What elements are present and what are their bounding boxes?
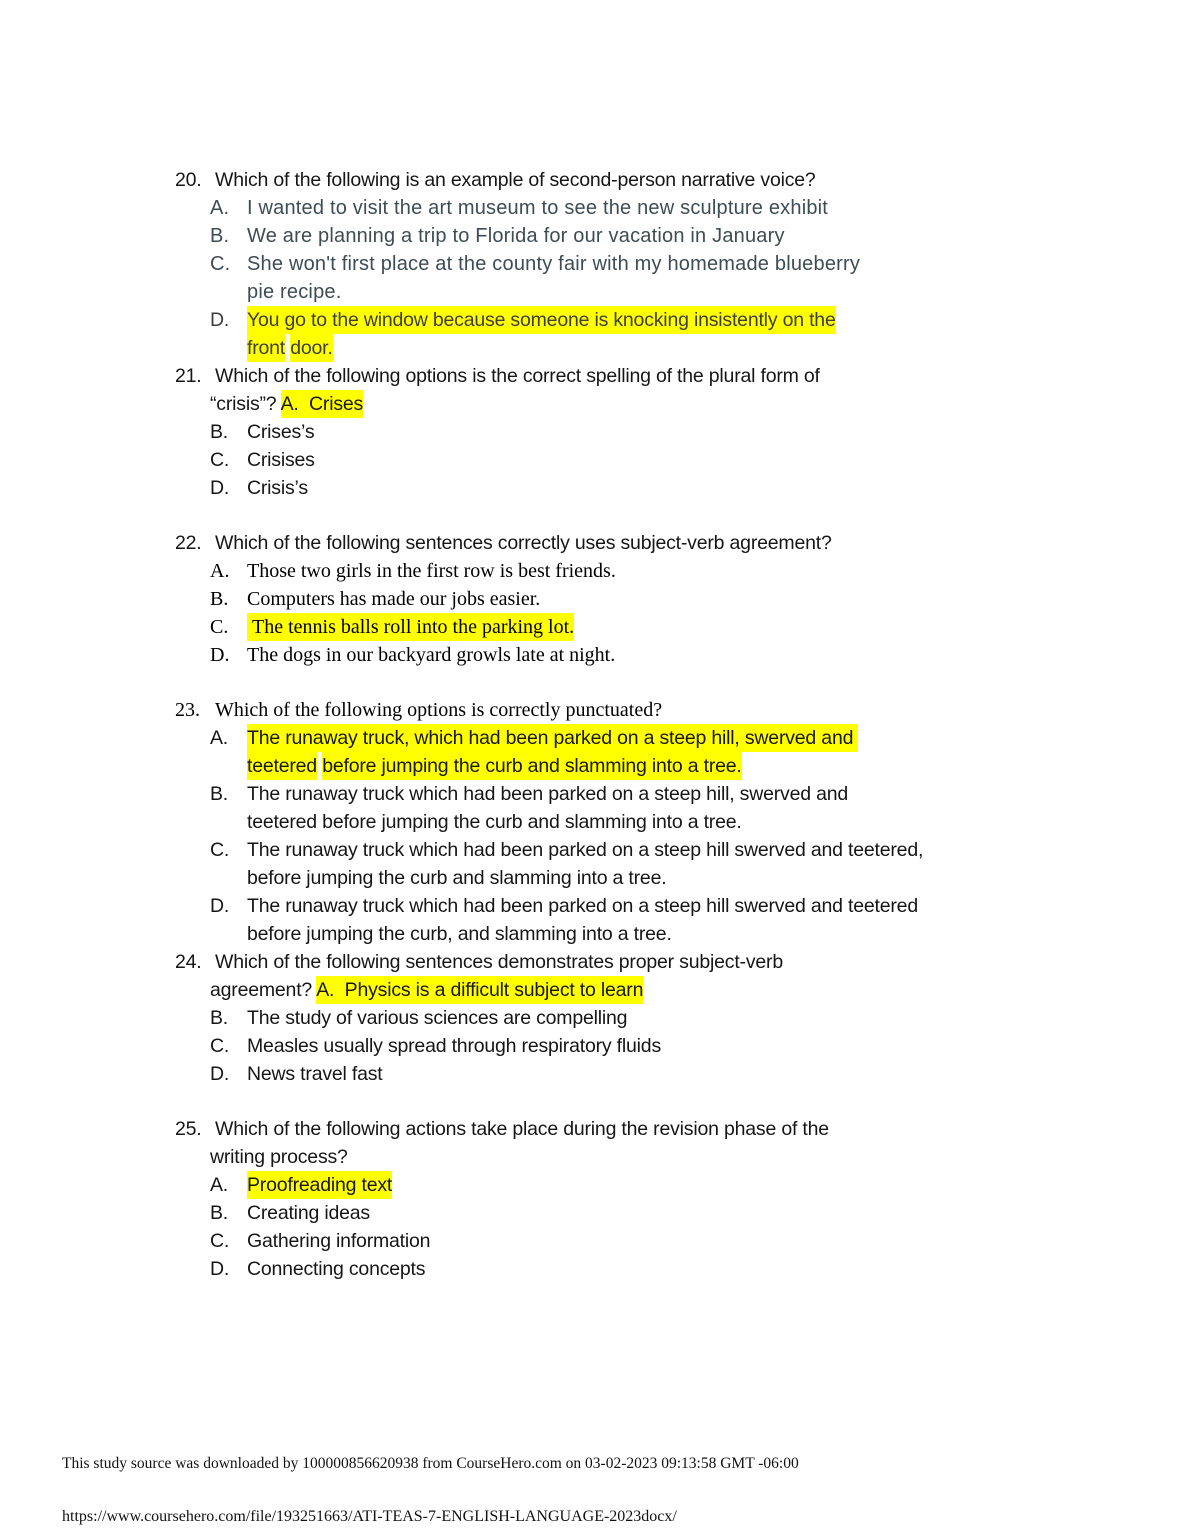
- line-text: [210, 1143, 1035, 1171]
- line-text: [247, 1255, 1035, 1283]
- text-segment: “crisis”?: [210, 393, 281, 415]
- line-text: [247, 474, 1035, 502]
- text-segment: The dogs in our backyard growls late at night.: [247, 644, 616, 666]
- option-line: [210, 641, 1035, 669]
- option-letter: C.: [210, 1035, 230, 1057]
- option-letter: C.: [210, 449, 230, 471]
- option-line: [210, 836, 1035, 864]
- text-segment: Which of the following sentences demonstrates proper subject-verb: [215, 951, 783, 973]
- option-letter: C.: [210, 616, 229, 638]
- line-text: [215, 166, 1035, 194]
- text-segment: News travel fast: [247, 1063, 383, 1085]
- option-line: [210, 780, 1035, 808]
- text-segment: agreement?: [210, 979, 317, 1001]
- option-line: [210, 1171, 1035, 1199]
- text-segment: Connecting concepts: [247, 1258, 426, 1280]
- option-letter: D.: [210, 644, 230, 666]
- line-text: [215, 696, 1035, 724]
- option-letter: C.: [210, 253, 231, 275]
- line-text: [247, 780, 1035, 808]
- highlighted-answer-text: before jumping the curb and slamming into a tree.: [322, 752, 741, 780]
- question-number: 20.: [175, 169, 202, 191]
- option-letter: A.: [210, 1174, 229, 1196]
- question-23: [175, 696, 1035, 948]
- option-continuation: [247, 752, 1035, 780]
- highlighted-answer-text: door.: [290, 334, 332, 362]
- line-text: [247, 808, 1035, 836]
- question-stem-line: [175, 362, 1035, 390]
- option-line: [210, 1032, 1035, 1060]
- option-line: [210, 1227, 1035, 1255]
- option-letter: D.: [210, 1063, 230, 1085]
- text-segment: The runaway truck which had been parked on a steep hill swerved and teetered: [247, 895, 918, 917]
- line-text: [247, 250, 1035, 278]
- option-line: [210, 557, 1035, 585]
- option-letter: B.: [210, 1202, 229, 1224]
- line-text: [247, 864, 1035, 892]
- text-segment: Which of the following actions take place during the revision phase of the: [215, 1118, 829, 1140]
- question-stem-line: [175, 696, 1035, 724]
- line-text: [247, 1032, 1035, 1060]
- option-letter: D.: [210, 309, 230, 331]
- option-letter: A.: [210, 560, 230, 582]
- line-text: [247, 920, 1035, 948]
- text-segment: Measles usually spread through respiratory fluids: [247, 1035, 661, 1057]
- text-segment: Crises’s: [247, 421, 315, 443]
- option-letter: B.: [210, 588, 229, 610]
- question-20: [175, 166, 1035, 362]
- option-letter: A.: [210, 727, 229, 749]
- option-letter: B.: [210, 783, 229, 805]
- highlighted-answer-text: A. Crises: [281, 390, 364, 418]
- text-segment: I wanted to visit the art museum to see the new sculpture exhibit: [247, 197, 829, 219]
- line-text: [247, 752, 1035, 780]
- option-line: [210, 306, 1035, 334]
- option-letter: D.: [210, 477, 230, 499]
- option-line: [210, 1199, 1035, 1227]
- question-stem-line: [175, 1115, 1035, 1143]
- option-continuation: [247, 278, 1035, 306]
- line-text: [247, 1060, 1035, 1088]
- coursehero-file-url: https://www.coursehero.com/file/193251663/ATI-TEAS-7-ENGLISH-LANGUAGE-2023docx/: [62, 1508, 677, 1525]
- option-line: [210, 585, 1035, 613]
- option-line: [210, 724, 1035, 752]
- text-segment: Which of the following is an example of second-person narrative voice?: [215, 169, 816, 191]
- text-segment: Gathering information: [247, 1230, 431, 1252]
- text-segment: Crisis’s: [247, 477, 308, 499]
- line-text: [247, 1199, 1035, 1227]
- text-segment: writing process?: [210, 1146, 348, 1168]
- option-letter: A.: [210, 197, 230, 219]
- option-letter: C.: [210, 839, 230, 861]
- line-text: [247, 557, 1035, 585]
- text-segment: Which of the following sentences correctly uses subject-verb agreement?: [215, 532, 832, 554]
- highlighted-answer-text: front: [247, 334, 285, 362]
- line-text: [247, 278, 1035, 306]
- question-stem-line: [175, 166, 1035, 194]
- text-segment: before jumping the curb and slamming into a tree.: [247, 867, 667, 889]
- question-stem-line: [175, 529, 1035, 557]
- line-text: [247, 836, 1035, 864]
- text-segment: Computers has made our jobs easier.: [247, 588, 541, 610]
- question-number: 21.: [175, 365, 202, 387]
- option-letter: B.: [210, 421, 229, 443]
- text-segment: teetered before jumping the curb and slamming into a tree.: [247, 811, 742, 833]
- line-text: [215, 529, 1035, 557]
- question-number: 24.: [175, 951, 202, 973]
- question-number: 23.: [175, 699, 200, 721]
- line-text: [215, 362, 1035, 390]
- option-line: [210, 222, 1035, 250]
- option-line: [210, 418, 1035, 446]
- line-text: [247, 194, 1035, 222]
- text-segment: Which of the following options is correctly punctuated?: [215, 699, 663, 721]
- line-text: [247, 585, 1035, 613]
- line-text: [247, 1171, 1035, 1199]
- option-line: [210, 1255, 1035, 1283]
- option-line: [210, 1004, 1035, 1032]
- option-line: [210, 613, 1035, 641]
- highlighted-answer-text: teetered: [247, 752, 317, 780]
- option-continuation: [247, 334, 1035, 362]
- line-text: [247, 724, 1035, 752]
- option-line: [210, 446, 1035, 474]
- line-text: [247, 641, 1035, 669]
- option-continuation: [247, 920, 1035, 948]
- question-stem-line: [175, 948, 1035, 976]
- line-text: [247, 446, 1035, 474]
- text-segment: Crisises: [247, 449, 315, 471]
- question-25: [175, 1115, 1035, 1283]
- text-segment: Creating ideas: [247, 1202, 370, 1224]
- question-22: [175, 529, 1035, 669]
- option-continuation: [247, 808, 1035, 836]
- line-text: [210, 390, 1035, 418]
- question-24: [175, 948, 1035, 1088]
- option-line: [210, 892, 1035, 920]
- line-text: [247, 1004, 1035, 1032]
- text-segment: Which of the following options is the correct spelling of the plural form of: [215, 365, 820, 387]
- option-line: [210, 1060, 1035, 1088]
- option-continuation: [247, 864, 1035, 892]
- line-text: [247, 306, 1035, 334]
- option-line: [210, 474, 1035, 502]
- line-text: [247, 222, 1035, 250]
- line-text: [210, 976, 1035, 1004]
- highlighted-answer-text: Proofreading text: [247, 1171, 392, 1199]
- text-segment: pie recipe.: [247, 281, 342, 303]
- highlighted-answer-text: The runaway truck, which had been parked on a steep hill, swerved and: [247, 724, 858, 752]
- line-text: [247, 1227, 1035, 1255]
- line-text: [215, 1115, 1035, 1143]
- question-21: [175, 362, 1035, 502]
- question-number: 25.: [175, 1118, 202, 1140]
- question-stem-continuation: [210, 390, 1035, 418]
- text-segment: The runaway truck which had been parked on a steep hill swerved and teetered,: [247, 839, 924, 861]
- option-letter: C.: [210, 1230, 230, 1252]
- line-text: [247, 334, 1035, 362]
- highlighted-answer-text: The tennis balls roll into the parking lot.: [247, 613, 574, 641]
- text-segment: Those two girls in the first row is best friends.: [247, 560, 616, 582]
- line-text: [215, 948, 1035, 976]
- text-segment: before jumping the curb, and slamming into a tree.: [247, 923, 672, 945]
- text-segment: The study of various sciences are compelling: [247, 1007, 628, 1029]
- line-text: [247, 892, 1035, 920]
- question-stem-continuation: [210, 1143, 1035, 1171]
- highlighted-answer-text: You go to the window because someone is knocking insistently on the: [247, 306, 836, 334]
- download-attribution-text: This study source was downloaded by 100000856620938 from CourseHero.com on 03-02-2023 09:13:58 GMT -06:00: [62, 1455, 799, 1472]
- option-letter: D.: [210, 895, 230, 917]
- highlighted-answer-text: A. Physics is a difficult subject to learn: [316, 976, 643, 1004]
- question-number: 22.: [175, 532, 202, 554]
- option-line: [210, 250, 1035, 278]
- option-letter: B.: [210, 225, 230, 247]
- option-line: [210, 194, 1035, 222]
- line-text: [247, 418, 1035, 446]
- line-text: [247, 613, 1035, 641]
- question-stem-continuation: [210, 976, 1035, 1004]
- text-segment: The runaway truck which had been parked on a steep hill, swerved and: [247, 783, 849, 805]
- text-segment: She won't first place at the county fair with my homemade blueberry: [247, 253, 861, 275]
- text-segment: We are planning a trip to Florida for our vacation in January: [247, 225, 785, 247]
- questions: [175, 166, 1035, 1283]
- option-letter: B.: [210, 1007, 229, 1029]
- option-letter: D.: [210, 1258, 230, 1280]
